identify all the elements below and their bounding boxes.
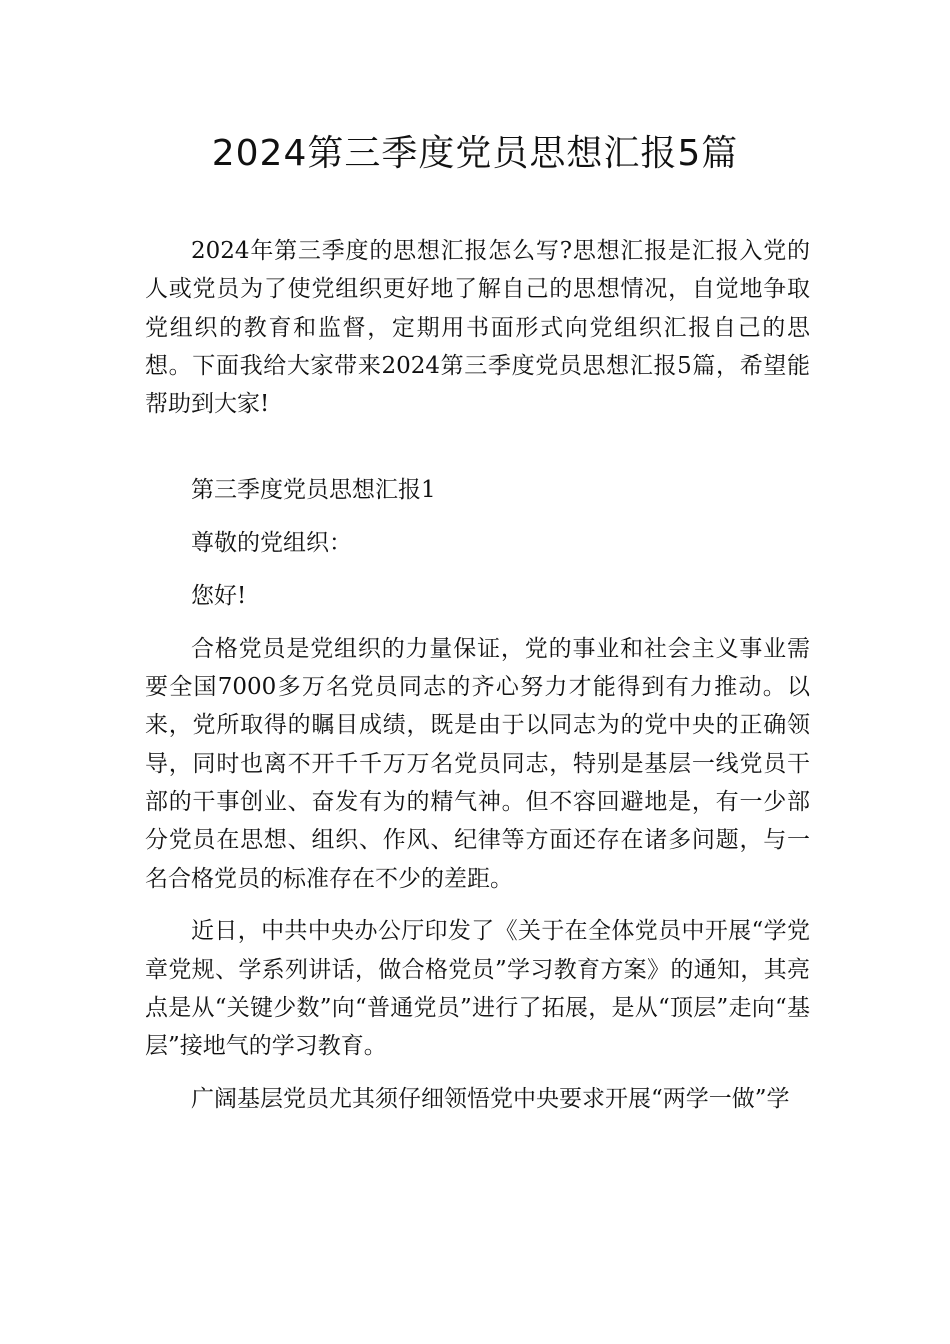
spacer: [145, 615, 810, 630]
greeting: 您好!: [191, 583, 247, 610]
spacer: [145, 510, 810, 525]
spacer: [145, 423, 810, 471]
section-heading: 第三季度党员思想汇报1: [191, 477, 436, 504]
body-paragraph-2: 近日，中共中央办公厅印发了《关于在全体党员中开展“学党章党规、学系列讲话，做合格党员”学习教育方案》的通知，其亮点是从“关键少数”向“普通党员”进行了拓展，是从“顶层”走向“基层”接地气的学习教育。: [145, 918, 810, 1060]
body-paragraph-1: 合格党员是党组织的力量保证，党的事业和社会主义事业需要全国7000多万名党员同志的齐心努力才能得到有力推动。以来，党所取得的瞩目成绩，既是由于以同志为的党中央的正确领导，同时也离不开千千万万名党员同志，特别是基层一线党员干部的干事创业、奋发有为的精气神。但不容回避地是，有一少部分党员在思想、组织、作风、纪律等方面还存在诸多问题，与一名合格党员的标准存在不少的差距。: [145, 635, 810, 892]
salutation: 尊敬的党组织：: [191, 530, 352, 557]
document-title: 2024第三季度党员思想汇报5篇: [211, 133, 739, 174]
spacer: [145, 1066, 810, 1081]
intro-paragraph: 2024年第三季度的思想汇报怎么写?思想汇报是汇报入党的人或党员为了使党组织更好地了解自己的思想情况，自觉地争取党组织的教育和监督，定期用书面形式向党组织汇报自己的思想。下面我给大家带来2024第三季度党员思想汇报5篇，希望能帮助到大家!: [145, 238, 810, 418]
spacer: [145, 898, 810, 913]
body-paragraph-3: 广阔基层党员尤其须仔细领悟党中央要求开展“两学一做”学: [191, 1086, 790, 1113]
document-body: [145, 232, 810, 1118]
spacer: [145, 563, 810, 578]
